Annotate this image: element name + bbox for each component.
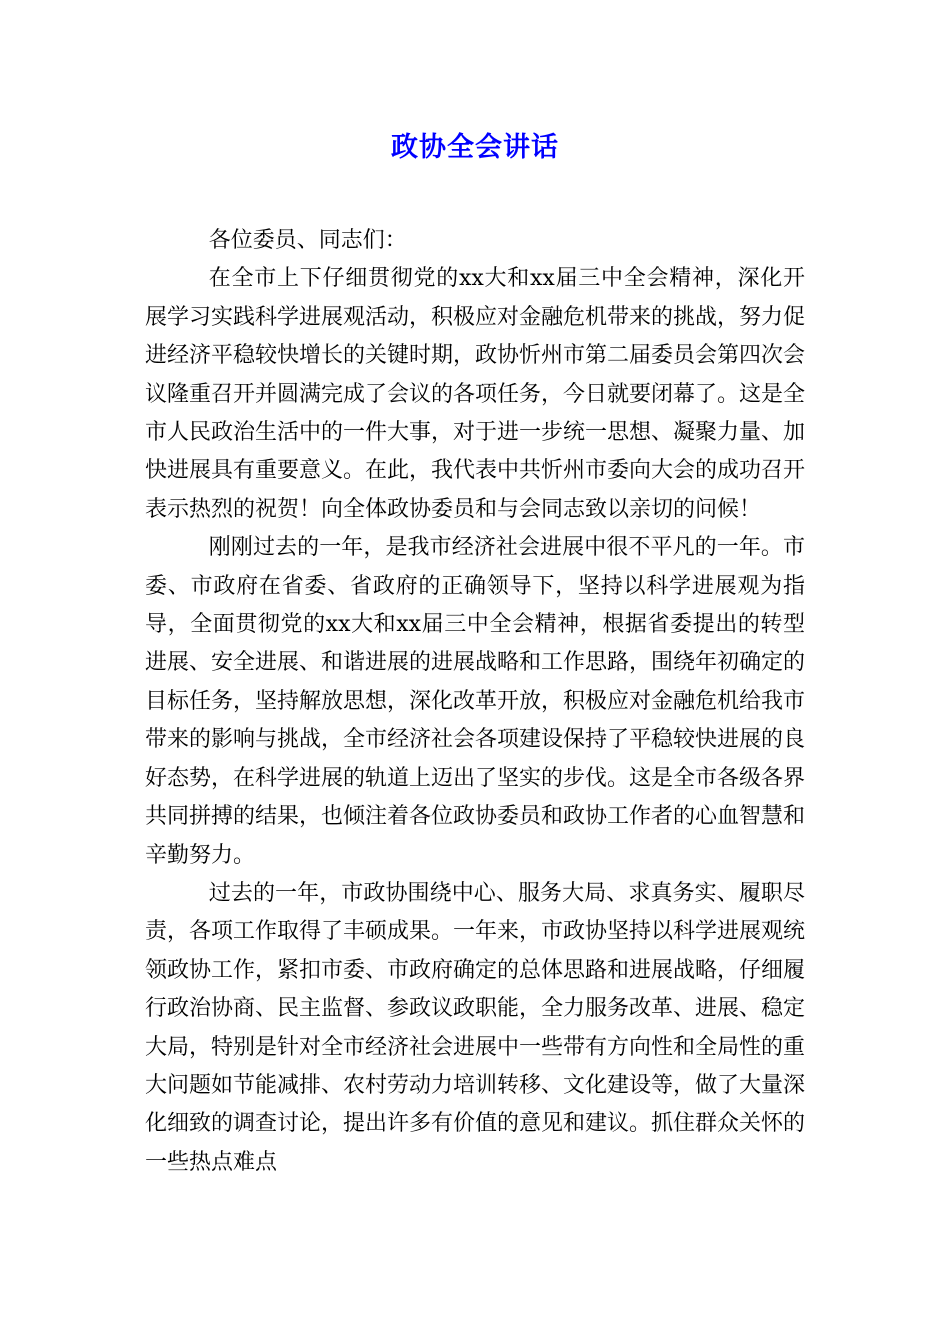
document-body xyxy=(145,222,805,1182)
paragraph: 在全市上下仔细贯彻党的xx大和xx届三中全会精神，深化开展学习实践科学进展观活动，积极应对金融危机带来的挑战，努力促进经济平稳较快增长的关键时期，政协忻州市第二届委员会第四次会议隆重召开并圆满完成了会议的各项任务，今日就要闭幕了。这是全市人民政治生活中的一件大事，对于进一步统一思想、凝聚力量、加快进展具有重要意义。在此，我代表中共忻州市委向大会的成功召开表示热烈的祝贺！向全体政协委员和与会同志致以亲切的问候！ xyxy=(145,266,806,522)
document-title: 政协全会讲话 xyxy=(391,132,559,163)
salutation: 各位委员、同志们： xyxy=(208,228,407,253)
paragraph: 刚刚过去的一年，是我市经济社会进展中很不平凡的一年。市委、市政府在省委、省政府的正确领导下，坚持以科学进展观为指导，全面贯彻党的xx大和xx届三中全会精神，根据省委提出的转型进展、安全进展、和谐进展的进展战略和工作思路，围绕年初确定的目标任务，坚持解放思想，深化改革开放，积极应对金融危机给我市带来的影响与挑战，全市经济社会各项建设保持了平稳较快进展的良好态势，在科学进展的轨道上迈出了坚实的步伐。这是全市各级各界共同拼搏的结果，也倾注着各位政协委员和政协工作者的心血智慧和辛勤努力。 xyxy=(145,535,806,868)
paragraph: 过去的一年，市政协围绕中心、服务大局、求真务实、履职尽责，各项工作取得了丰硕成果。一年来，市政协坚持以科学进展观统领政协工作，紧扣市委、市政府确定的总体思路和进展战略，仔细履行政治协商、民主监督、参政议政职能，全力服务改革、进展、稳定大局，特别是针对全市经济社会进展中一些带有方向性和全局性的重大问题如节能减排、农村劳动力培训转移、文化建设等，做了大量深化细致的调查讨论，提出许多有价值的意见和建议。抓住群众关怀的一些热点难点 xyxy=(145,880,806,1175)
